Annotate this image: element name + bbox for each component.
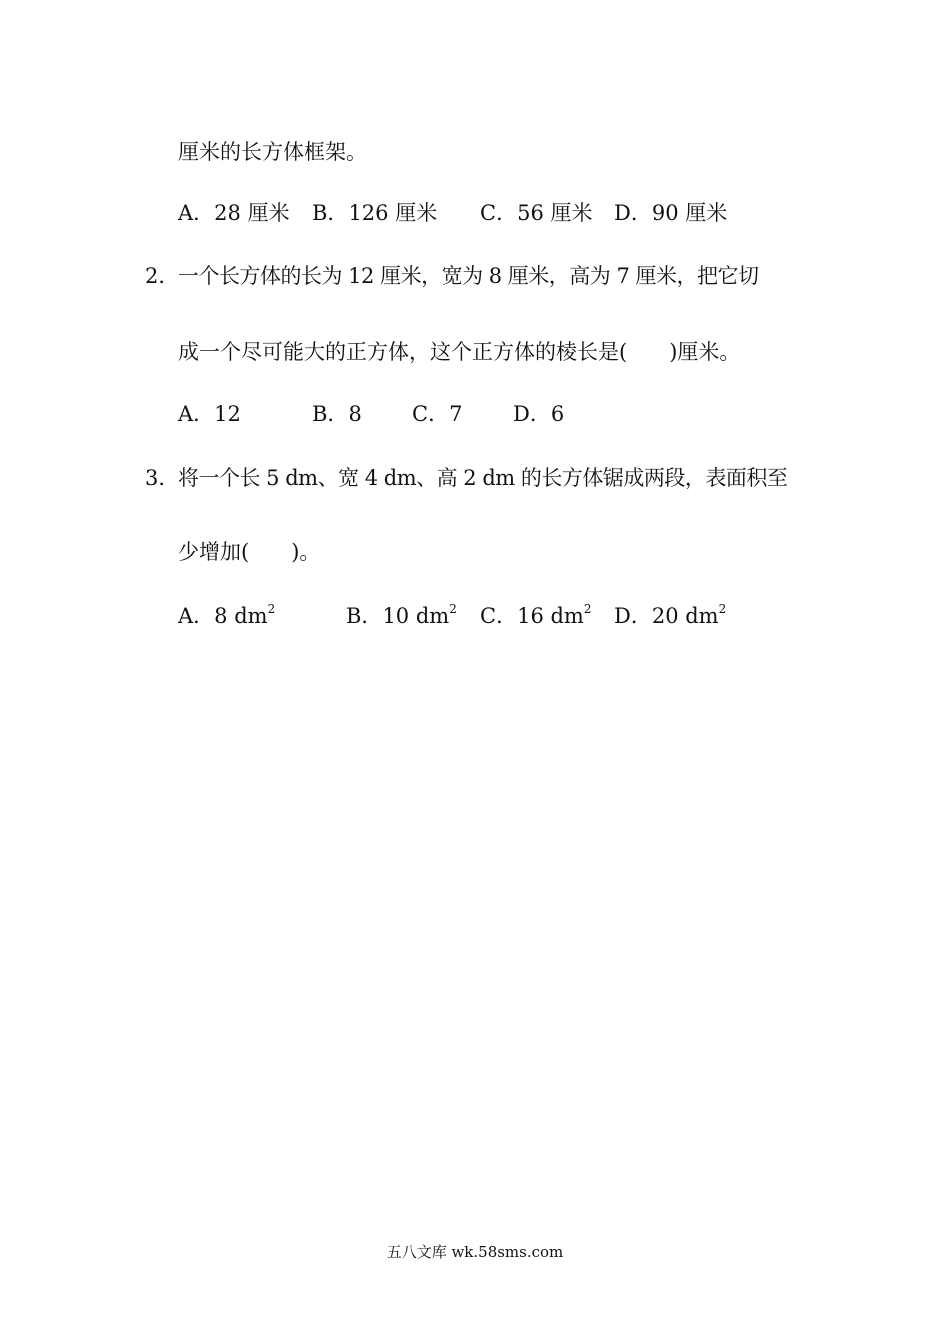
option-letter: C． bbox=[412, 402, 450, 426]
q2-line2: 成一个尽可能大的正方体，这个正方体的棱长是( )厘米。 bbox=[178, 340, 741, 364]
superscript-2: 2 bbox=[718, 602, 727, 616]
q1-option-c bbox=[480, 199, 592, 227]
option-letter: B． bbox=[312, 402, 349, 426]
q2-line1: 一个长方体的长为 12 厘米，宽为 8 厘米，高为 7 厘米，把它切 bbox=[178, 264, 759, 288]
option-text: 28 厘米 bbox=[214, 201, 290, 225]
option-text: 8 dm bbox=[214, 604, 268, 628]
q3-line2: 少增加( )。 bbox=[178, 540, 321, 564]
q2-number: 2． bbox=[145, 264, 180, 288]
option-text: 8 bbox=[348, 402, 362, 426]
q3-option-a bbox=[178, 602, 275, 630]
q1-option-a bbox=[178, 199, 290, 227]
option-letter: D． bbox=[614, 201, 652, 225]
option-text: 6 bbox=[550, 402, 565, 426]
q1-continuation: 厘米的长方体框架。 bbox=[178, 140, 367, 164]
superscript-2: 2 bbox=[583, 602, 592, 616]
footer-watermark: 五八文库 wk.58sms.com bbox=[386, 1243, 564, 1261]
option-text: 126 厘米 bbox=[348, 201, 438, 225]
option-letter: C． bbox=[480, 604, 518, 628]
q3-option-d bbox=[614, 602, 726, 630]
superscript-2: 2 bbox=[267, 602, 276, 616]
option-text: 56 厘米 bbox=[517, 201, 593, 225]
option-text: 10 dm bbox=[382, 604, 450, 628]
option-text: 20 dm bbox=[651, 604, 719, 628]
option-letter: A． bbox=[178, 402, 215, 426]
option-letter: D． bbox=[513, 402, 551, 426]
option-text: 90 厘米 bbox=[651, 201, 728, 225]
option-letter: D． bbox=[614, 604, 652, 628]
option-letter: B． bbox=[346, 604, 383, 628]
option-text: 7 bbox=[449, 402, 463, 426]
q3-line1: 将一个长 5 dm、宽 4 dm、高 2 dm 的长方体锯成两段，表面积至 bbox=[178, 466, 788, 490]
q2-option-b bbox=[312, 400, 362, 428]
q3-number: 3． bbox=[145, 466, 180, 490]
q3-option-c bbox=[480, 602, 591, 630]
option-text: 16 dm bbox=[517, 604, 584, 628]
option-letter: C． bbox=[480, 201, 518, 225]
q2-option-d bbox=[513, 400, 564, 428]
option-letter: B． bbox=[312, 201, 349, 225]
q2-option-c bbox=[412, 400, 462, 428]
option-text: 12 bbox=[214, 402, 241, 426]
q2-option-a bbox=[178, 400, 241, 428]
q1-option-d bbox=[614, 199, 727, 227]
option-letter: A． bbox=[178, 201, 215, 225]
q1-option-b bbox=[312, 199, 437, 227]
superscript-2: 2 bbox=[449, 602, 457, 616]
q3-option-b bbox=[346, 602, 457, 630]
option-letter: A． bbox=[178, 604, 215, 628]
